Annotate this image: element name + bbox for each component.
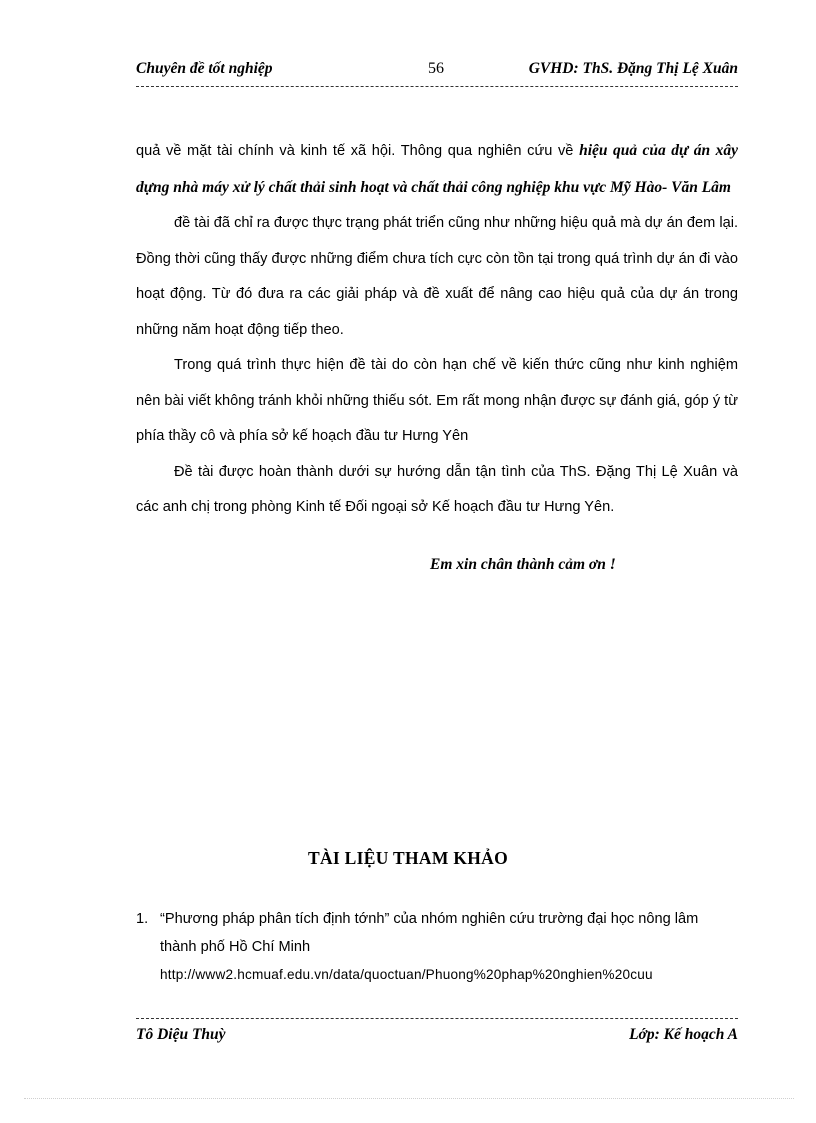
references-heading: TÀI LIỆU THAM KHẢO (307, 848, 509, 868)
header-divider (136, 86, 738, 87)
header-advisor: GVHD: ThS. Đặng Thị Lệ Xuân (528, 60, 738, 77)
paragraph-1 (136, 133, 738, 206)
paragraph-1-text: quả về mặt tài chính và kinh tế xã hội. Thông qua nghiên cứu về (136, 143, 580, 159)
footer-class: Lớp: Kế hoạch A (629, 1026, 738, 1043)
page-bottom-edge (24, 1098, 794, 1099)
reference-item (136, 906, 736, 989)
paragraph-4: Đề tài được hoàn thành dưới sự hướng dẫn tận tình của ThS. Đặng Thị Lệ Xuân và các anh chị trong phòng Kinh tế Đối ngoại sở Kế hoạch đầu tư Hưng Yên. (136, 463, 738, 515)
page-header (136, 60, 738, 82)
page-footer (136, 1026, 738, 1048)
thanks-line: Em xin chân thành cảm ơn ! (430, 556, 616, 573)
reference-list (136, 906, 736, 989)
footer-divider (136, 1018, 738, 1019)
reference-text: “Phương pháp phân tích định tớnh” của nhóm nghiên cứu trường đại học nông lâm thành phố Hồ Chí Minh (160, 911, 699, 955)
reference-number: 1. (136, 911, 149, 927)
footer-author: Tô Diệu Thuỳ (136, 1026, 226, 1043)
header-title: Chuyên đề tốt nghiệp (136, 60, 273, 77)
reference-url[interactable]: http://www2.hcmuaf.edu.vn/data/quoctuan/Phuong%20phap%20nghien%20cuu (160, 967, 653, 982)
conclusion-text (136, 133, 738, 526)
page-number: 56 (428, 60, 444, 77)
project-title-emphasis: hiệu quả của dự án xây dựng nhà máy xử lý chất thải sinh hoạt và chất thải công nghiệp khu vực Mỹ Hào- Văn Lâm (136, 142, 738, 196)
paragraph-2: đề tài đã chỉ ra được thực trạng phát triển cũng như những hiệu quả mà dự án đem lại. Đồng thời cũng thấy được những điểm chưa tích cực còn tồn tại trong quá trình dự án đi vào hoạt động. Từ đó đưa ra các giải pháp và đề xuất để nâng cao hiệu quả của dự án trong những năm hoạt động tiếp theo. (136, 215, 738, 338)
paragraph-3: Trong quá trình thực hiện đề tài do còn hạn chế về kiến thức cũng như kinh nghiệm nên bài viết không tránh khỏi những thiếu sót. Em rất mong nhận được sự đánh giá, góp ý từ phía thầy cô và phía sở kế hoạch đầu tư Hưng Yên (136, 357, 738, 444)
